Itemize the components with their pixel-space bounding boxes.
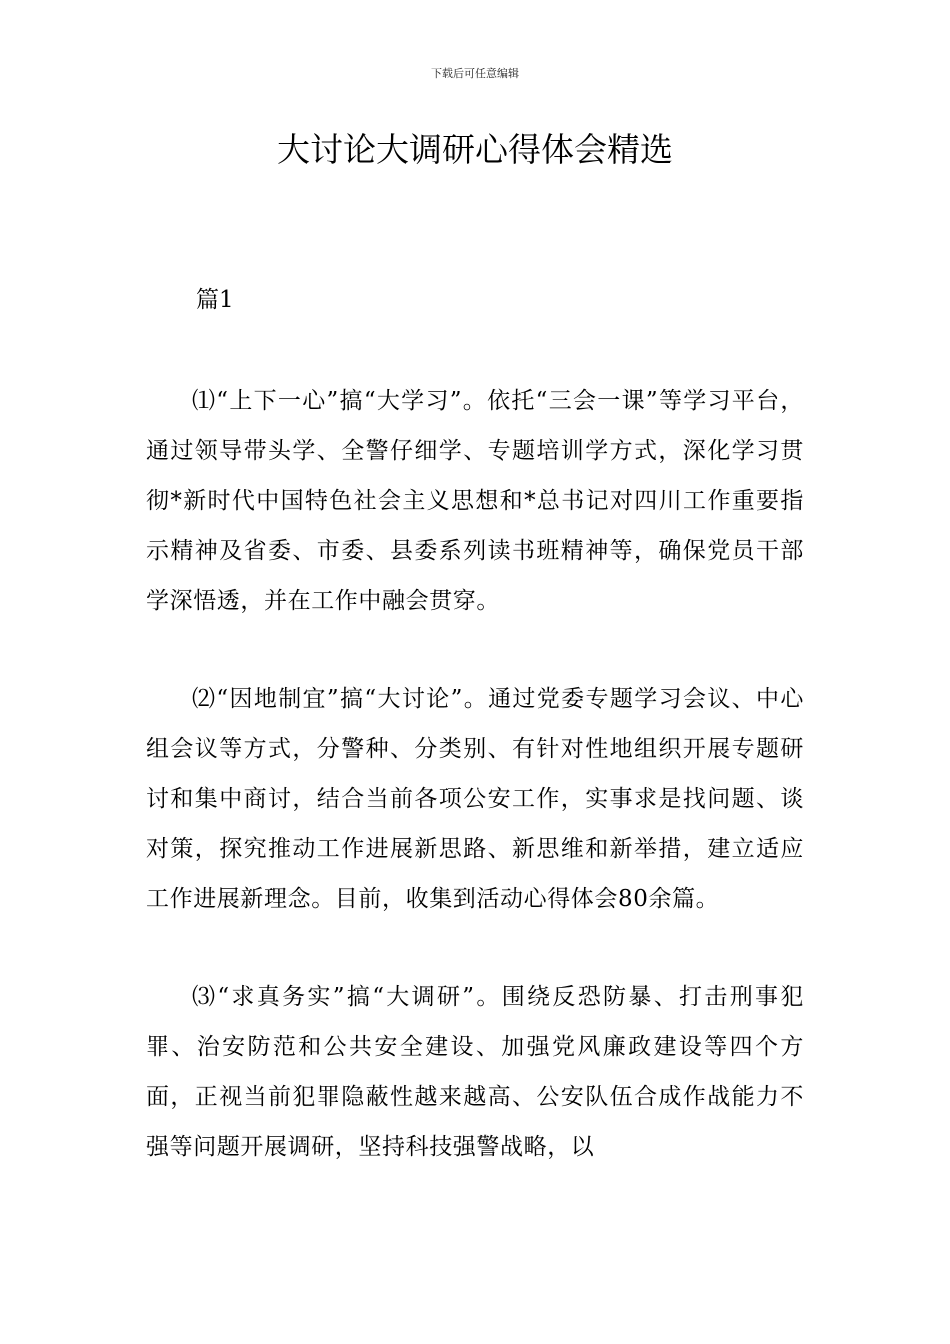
paragraph-3: ⑶“求真务实”搞“大调研”。围绕反恐防暴、打击刑事犯罪、治安防范和公共安全建设、加强党风廉政建设等四个方面，正视当前犯罪隐蔽性越来越高、公安队伍合成作战能力不强等问题开展调研，坚持科技强警战略，以 xyxy=(146,984,804,1160)
document-body xyxy=(146,376,804,1220)
paragraph-2: ⑵“因地制宜”搞“大讨论”。通过党委专题学习会议、中心组会议等方式，分警种、分类别、有针对性地组织开展专题研讨和集中商讨，结合当前各项公安工作，实事求是找问题、谈对策，探究推动工作进展新思路、新思维和新举措，建立适应工作进展新理念。目前，收集到活动心得体会80余篇。 xyxy=(146,686,804,912)
header-note: 下载后可任意编辑 xyxy=(431,67,519,80)
section-label: 篇1 xyxy=(196,287,234,313)
paragraph-1: ⑴“上下一心”搞“大学习”。依托“三会一课”等学习平台，通过领导带头学、全警仔细学、专题培训学方式，深化学习贯彻*新时代中国特色社会主义思想和*总书记对四川工作重要指示精神及省委、市委、县委系列读书班精神等，确保党员干部学深悟透，并在工作中融会贯穿。 xyxy=(146,388,804,614)
page-title: 大讨论大调研心得体会精选 xyxy=(277,130,673,169)
